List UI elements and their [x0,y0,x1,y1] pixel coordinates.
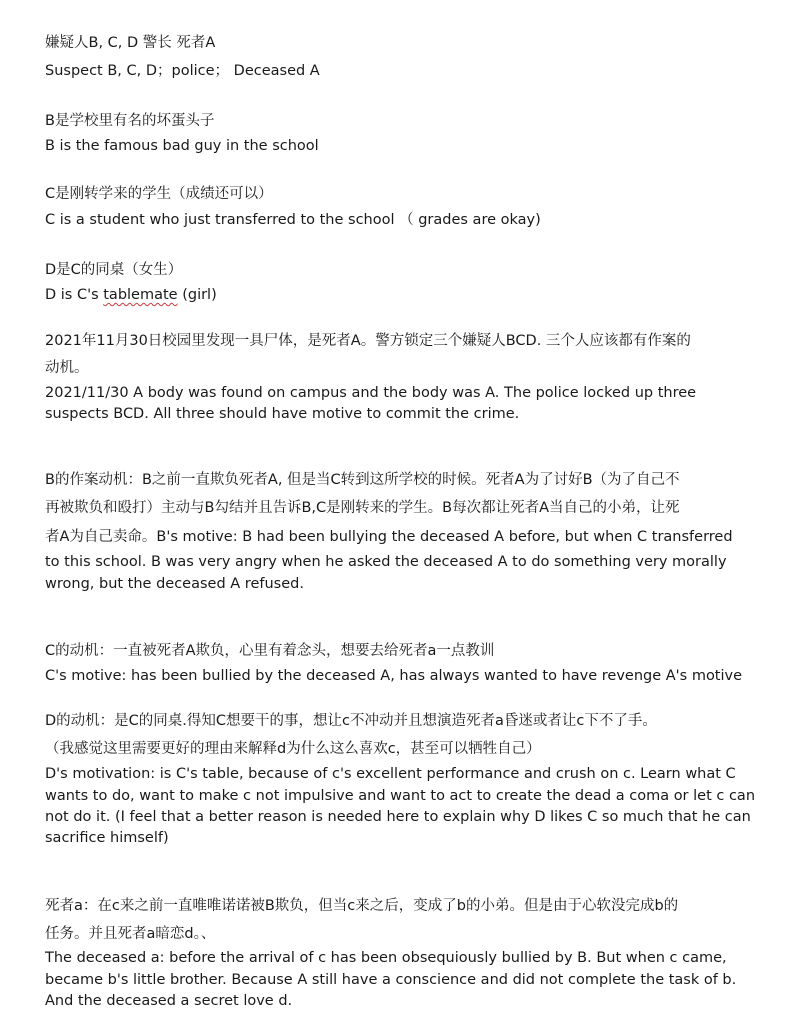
d-motive-en-line-2: wants to do, want to make c not impulsive and want to act to create the dead a coma or let c can [45,788,756,804]
c-description-zh: C是刚转学来的学生（成绩还可以） [45,186,273,202]
b-motive-en-line-2: wrong, but the deceased A refused. [45,576,304,592]
b-motive-zh-line-2: 再被欺负和殴打）主动与B勾结并且告诉B,C是刚转来的学生。B每次都让死者A当自己的小弟，让死 [45,500,680,516]
d-description-en [45,285,765,305]
c-motive-en: C's motive: has been bullied by the deceased A, has always wanted to have revenge A's motive [45,668,743,684]
case-summary-zh-line-2: 动机。 [45,360,89,376]
b-description-zh: B是学校里有名的坏蛋头子 [45,113,215,129]
b-motive-zh-line-1: B的作案动机：B之前一直欺负死者A, 但是当C转到这所学校的时候。死者A为了讨好B（为了自己不 [45,472,680,488]
spellcheck-underlined-word: tablemate [103,287,178,303]
d-motive-en-line-4: sacrifice himself) [45,830,169,846]
d-motive-en-line-3: not do it. (I feel that a better reason is needed here to explain why D likes C so much that he can [45,809,751,825]
d-motive-zh-line-2: （我感觉这里需要更好的理由来解释d为什么这么喜欢c，甚至可以牺牲自己） [45,741,541,757]
b-motive-zh-line-3: 者A为自己卖命。B's motive: B had been bullying the deceased A before, but when C transferred [45,529,733,545]
deceased-zh-line-1: 死者a：在c来之前一直唯唯诺诺被B欺负，但当c来之后，变成了b的小弟。但是由于心软没完成b的 [45,898,679,914]
case-summary-en-line-2: suspects BCD. All three should have motive to commit the crime. [45,406,520,422]
case-summary-en-line-1: 2021/11/30 A body was found on campus and the body was A. The police locked up three [45,385,697,401]
deceased-en-line-3: And the deceased a secret love d. [45,993,293,1009]
d-motive-en-line-1: D's motivation: is C's table, because of c's excellent performance and crush on c. Learn what C [45,766,736,782]
d-description-en-post: (girl) [177,287,217,303]
d-description-zh: D是C的同桌（女生） [45,262,183,278]
deceased-en-line-2: became b's little brother. Because A still have a conscience and did not complete the task of b. [45,972,737,988]
deceased-en-line-1: The deceased a: before the arrival of c has been obsequiously bullied by B. But when c came, [45,950,727,966]
cast-zh: 嫌疑人B, C, D 警长 死者A [45,35,216,51]
b-description-en: B is the famous bad guy in the school [45,138,319,154]
d-description-en-pre: D is C's [45,287,104,303]
b-motive-en-line-1: to this school. B was very angry when he asked the deceased A to do something very morally [45,554,727,570]
cast-en: Suspect B, C, D；police； Deceased A [45,63,320,79]
case-summary-zh-line-1: 2021年11月30日校园里发现一具尸体，是死者A。警方锁定三个嫌疑人BCD. 三个人应该都有作案的 [45,333,691,349]
c-description-en: C is a student who just transferred to the school （ grades are okay) [45,212,541,228]
c-motive-zh: C的动机：一直被死者A欺负，心里有着念头，想要去给死者a一点教训 [45,643,495,659]
deceased-zh-line-2: 任务。并且死者a暗恋d。、 [45,926,216,942]
d-motive-zh-line-1: D的动机：是C的同桌.得知C想要干的事，想让c不冲动并且想演造死者a昏迷或者让c下不了手。 [45,713,657,729]
